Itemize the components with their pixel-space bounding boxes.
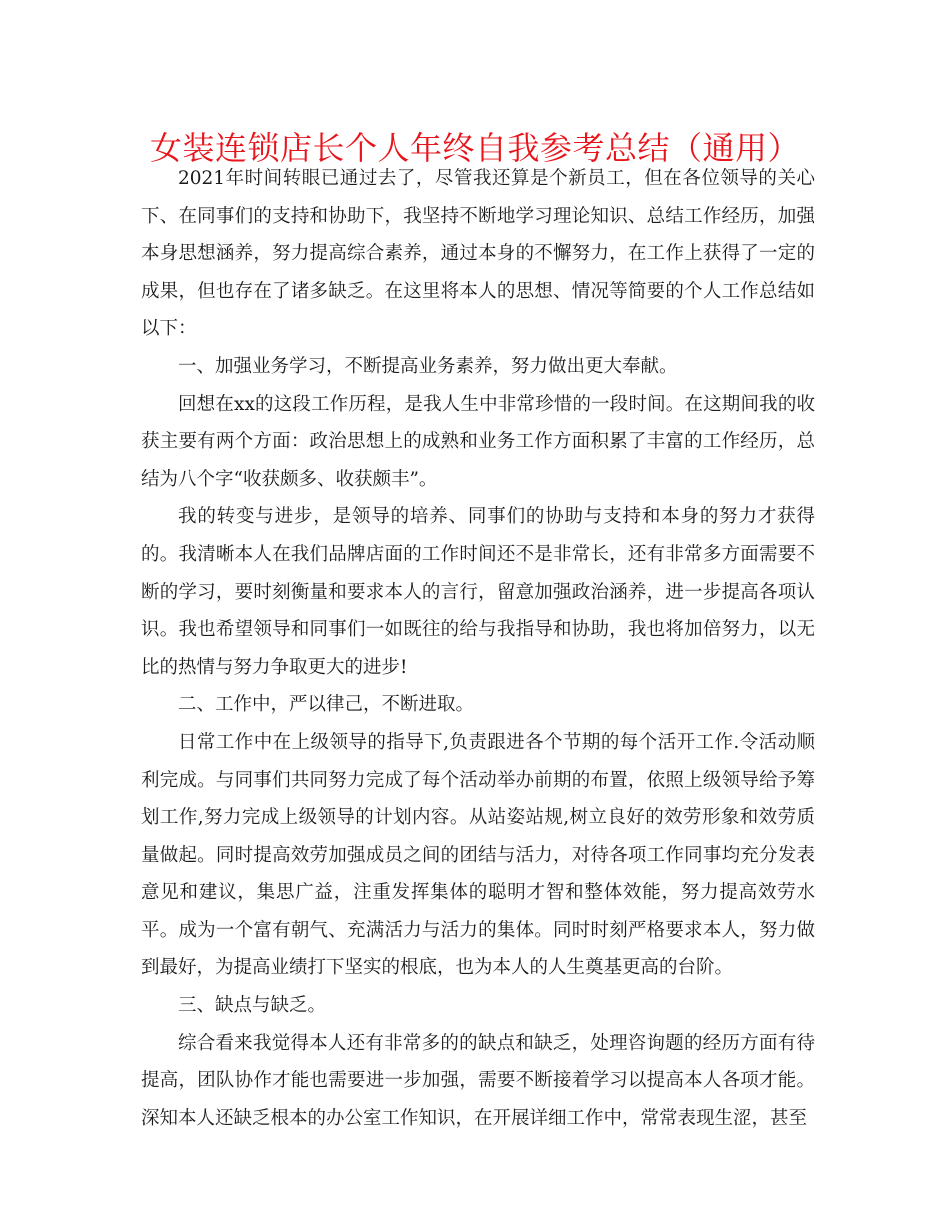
paragraph-shortcomings: 综合看来我觉得本人还有非常多的的缺点和缺乏，处理咨询题的经历方面有待提高，团队协作才能也需要进一步加强，需要不断接着学习以提高本人各项才能。深知本人还缺乏根本的办公室工作知识，在开展详细工作中，常常表现生涩，甚至 <box>141 1032 815 1129</box>
paragraph-review: 回想在xx的这段工作历程，是我人生中非常珍惜的一段时间。在这期间我的收获主要有两个方面：政治思想上的成熟和业务工作方面积累了丰富的工作经历，总结为八个字“收获颇多、收获颇丰”。 <box>141 393 815 490</box>
section-heading-1: 一、加强业务学习，不断提高业务素养，努力做出更大奉献。 <box>178 355 678 377</box>
document-body <box>141 160 815 1137</box>
paragraph-intro: 2021年时间转眼已通过去了，尽管我还算是个新员工，但在各位领导的关心下、在同事们的支持和协助下，我坚持不断地学习理论知识、总结工作经历，加强本身思想涵养，努力提高综合素养，通过本身的不懈努力，在工作上获得了一定的成果，但也存在了诸多缺乏。在这里将本人的思想、情况等简要的个人工作总结如以下： <box>141 168 815 340</box>
document-title: 女装连锁店长个人年终自我参考总结（通用） <box>149 129 800 167</box>
paragraph-daily-work: 日常工作中在上级领导的指导下,负责跟进各个节期的每个活开工作.令活动顺利完成。与同事们共同努力完成了每个活动举办前期的布置，依照上级领导给予筹划工作,努力完成上级领导的计划内容。从站姿站规,树立良好的效劳形象和效劳质量做起。同时提高效劳加强成员之间的团结与活力，对待各项工作同事均充分发表意见和建议，集思广益，注重发挥集体的聪明才智和整体效能，努力提高效劳水平。成为一个富有朝气、充满活力与活力的集体。同时时刻严格要求本人，努力做到最好，为提高业绩打下坚实的根底，也为本人的人生奠基更高的台阶。 <box>141 731 815 979</box>
paragraph-progress: 我的转变与进步，是领导的培养、同事们的协助与支持和本身的努力才获得的。我清晰本人在我们品牌店面的工作时间还不是非常长，还有非常多方面需要不断的学习，要时刻衡量和要求本人的言行，留意加强政治涵养，进一步提高各项认识。我也希望领导和同事们一如既往的给与我指导和协助，我也将加倍努力，以无比的热情与努力争取更大的进步! <box>141 506 815 678</box>
section-heading-3: 三、缺点与缺乏。 <box>178 995 327 1017</box>
section-heading-2: 二、工作中，严以律己，不断进取。 <box>178 694 475 716</box>
